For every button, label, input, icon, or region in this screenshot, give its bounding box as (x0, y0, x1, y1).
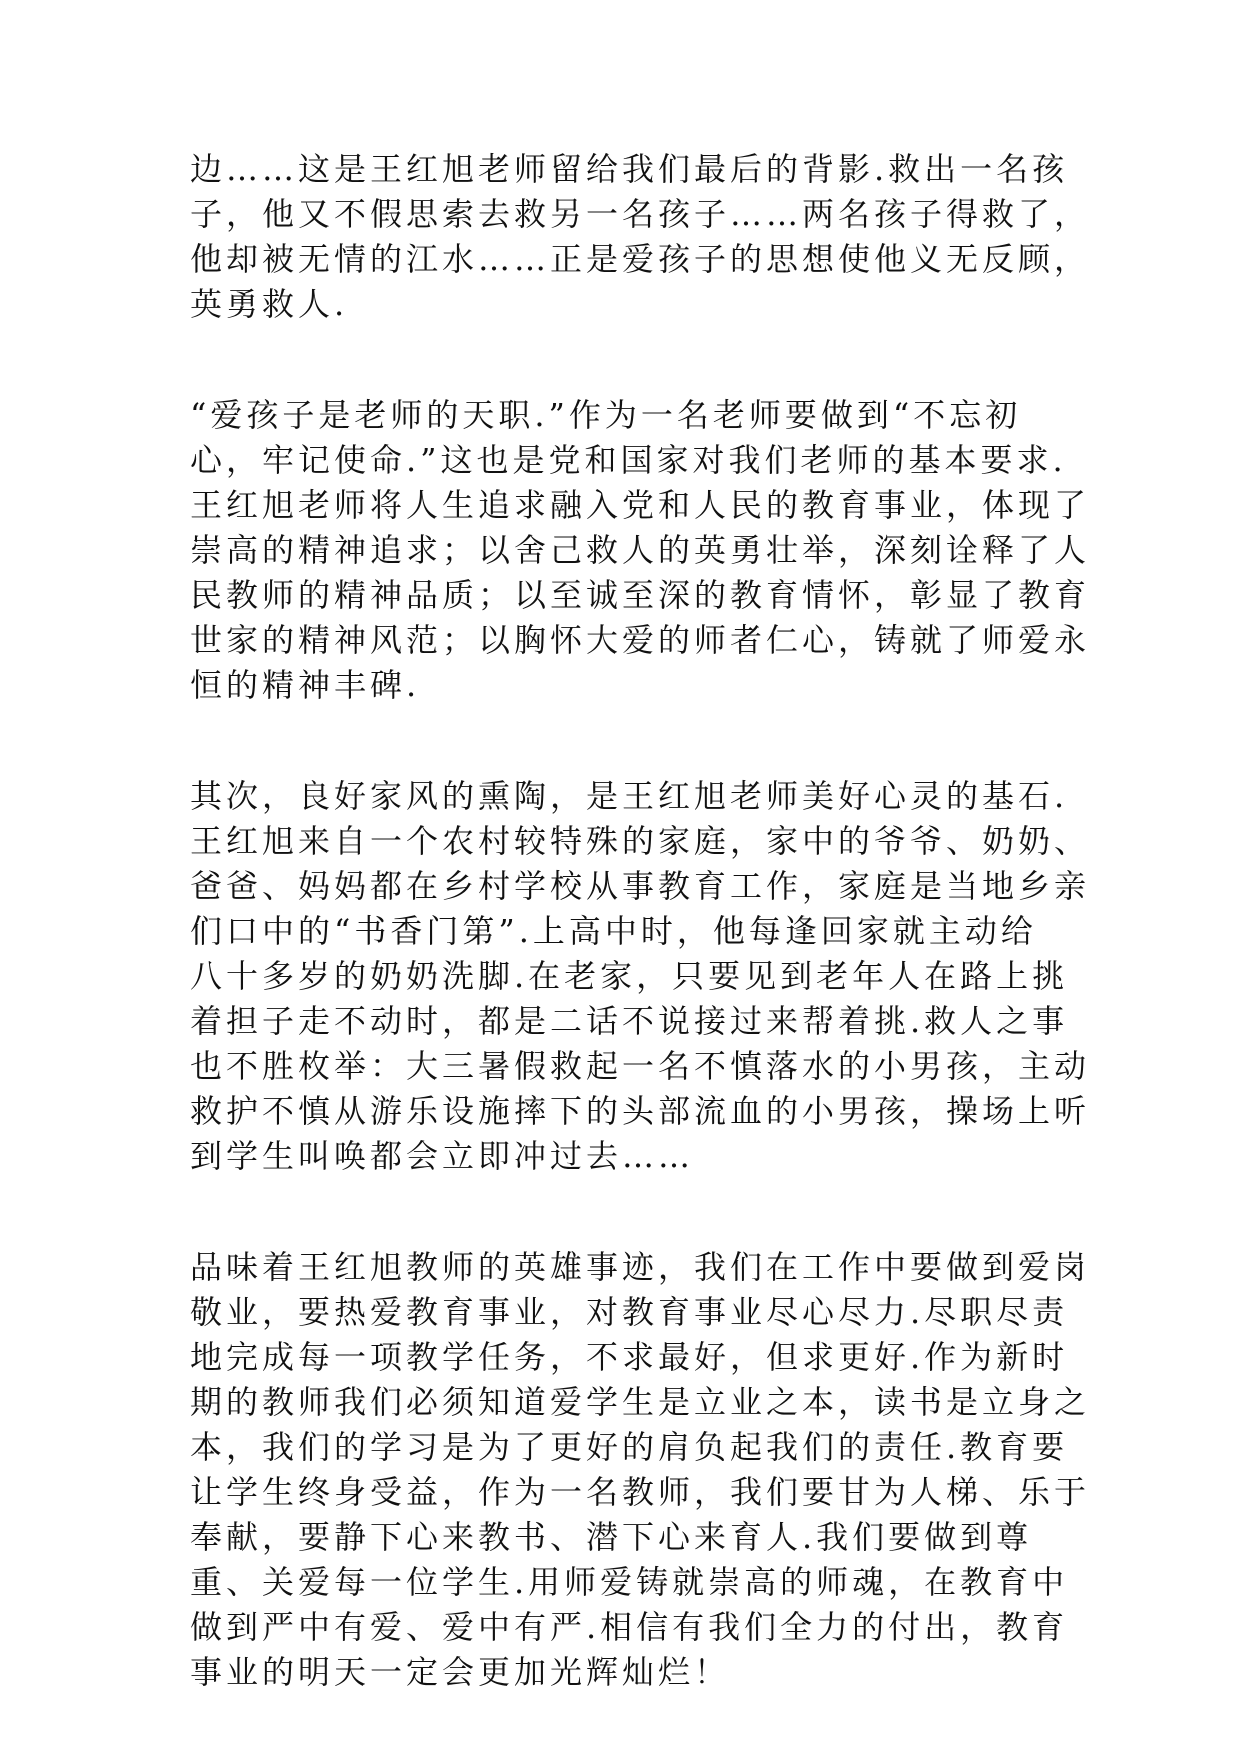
text-line: 崇高的精神追求；以舍己救人的英勇壮举，深刻诠释了人 (190, 531, 1091, 569)
text-line: 事业的明天一定会更加光辉灿烂！ (190, 1653, 731, 1691)
text-line: 边……这是王红旭老师留给我们最后的背影.救出一名孩 (190, 150, 1069, 188)
text-line: 也不胜枚举：大三暑假救起一名不慎落水的小男孩，主动 (190, 1047, 1091, 1085)
text-line: 王红旭来自一个农村较特殊的家庭，家中的爷爷、奶奶、 (190, 822, 1091, 860)
text-line: 救护不慎从游乐设施摔下的头部流血的小男孩，操场上听 (190, 1092, 1091, 1130)
paragraph-1 (190, 147, 1091, 327)
text-line: 他却被无情的江水……正是爱孩子的思想使他义无反顾， (190, 240, 1091, 278)
text-line: 心，牢记使命.”这也是党和国家对我们老师的基本要求. (190, 441, 1067, 479)
text-line: 品味着王红旭教师的英雄事迹，我们在工作中要做到爱岗 (190, 1248, 1091, 1286)
text-line: 爸爸、妈妈都在乡村学校从事教育工作，家庭是当地乡亲 (190, 867, 1091, 905)
text-line: 民教师的精神品质；以至诚至深的教育情怀，彰显了教育 (190, 576, 1091, 614)
document-body (190, 147, 1091, 1761)
text-line: 们口中的“书香门第”.上高中时，他每逢回家就主动给 (190, 912, 1037, 950)
text-line: 王红旭老师将人生追求融入党和人民的教育事业，体现了 (190, 486, 1091, 524)
paragraph-3 (190, 774, 1091, 1179)
text-line: 恒的精神丰碑. (190, 666, 421, 704)
text-line: 做到严中有爱、爱中有严.相信有我们全力的付出，教育 (190, 1608, 1069, 1646)
text-line: 英勇救人. (190, 285, 349, 323)
text-line: 到学生叫唤都会立即冲过去…… (190, 1137, 695, 1175)
text-line: 本，我们的学习是为了更好的肩负起我们的责任.教育要 (190, 1428, 1069, 1466)
text-line: 世家的精神风范；以胸怀大爱的师者仁心，铸就了师爱永 (190, 621, 1091, 659)
text-line: “爱孩子是老师的天职.”作为一名老师要做到“不忘初 (190, 396, 1022, 434)
text-line: 八十多岁的奶奶洗脚.在老家，只要见到老年人在路上挑 (190, 957, 1069, 995)
text-line: 其次，良好家风的熏陶，是王红旭老师美好心灵的基石. (190, 777, 1069, 815)
text-line: 敬业，要热爱教育事业，对教育事业尽心尽力.尽职尽责 (190, 1293, 1069, 1331)
paragraph-2 (190, 393, 1091, 708)
text-line: 期的教师我们必须知道爱学生是立业之本，读书是立身之 (190, 1383, 1091, 1421)
text-line: 重、关爱每一位学生.用师爱铸就崇高的师魂，在教育中 (190, 1563, 1069, 1601)
text-line: 奉献，要静下心来教书、潜下心来育人.我们要做到尊 (190, 1518, 1033, 1556)
text-line: 地完成每一项教学任务，不求最好，但求更好.作为新时 (190, 1338, 1069, 1376)
text-line: 让学生终身受益，作为一名教师，我们要甘为人梯、乐于 (190, 1473, 1091, 1511)
text-line: 着担子走不动时，都是二话不说接过来帮着挑.救人之事 (190, 1002, 1069, 1040)
text-line: 子，他又不假思索去救另一名孩子……两名孩子得救了， (190, 195, 1091, 233)
paragraph-4 (190, 1245, 1091, 1695)
